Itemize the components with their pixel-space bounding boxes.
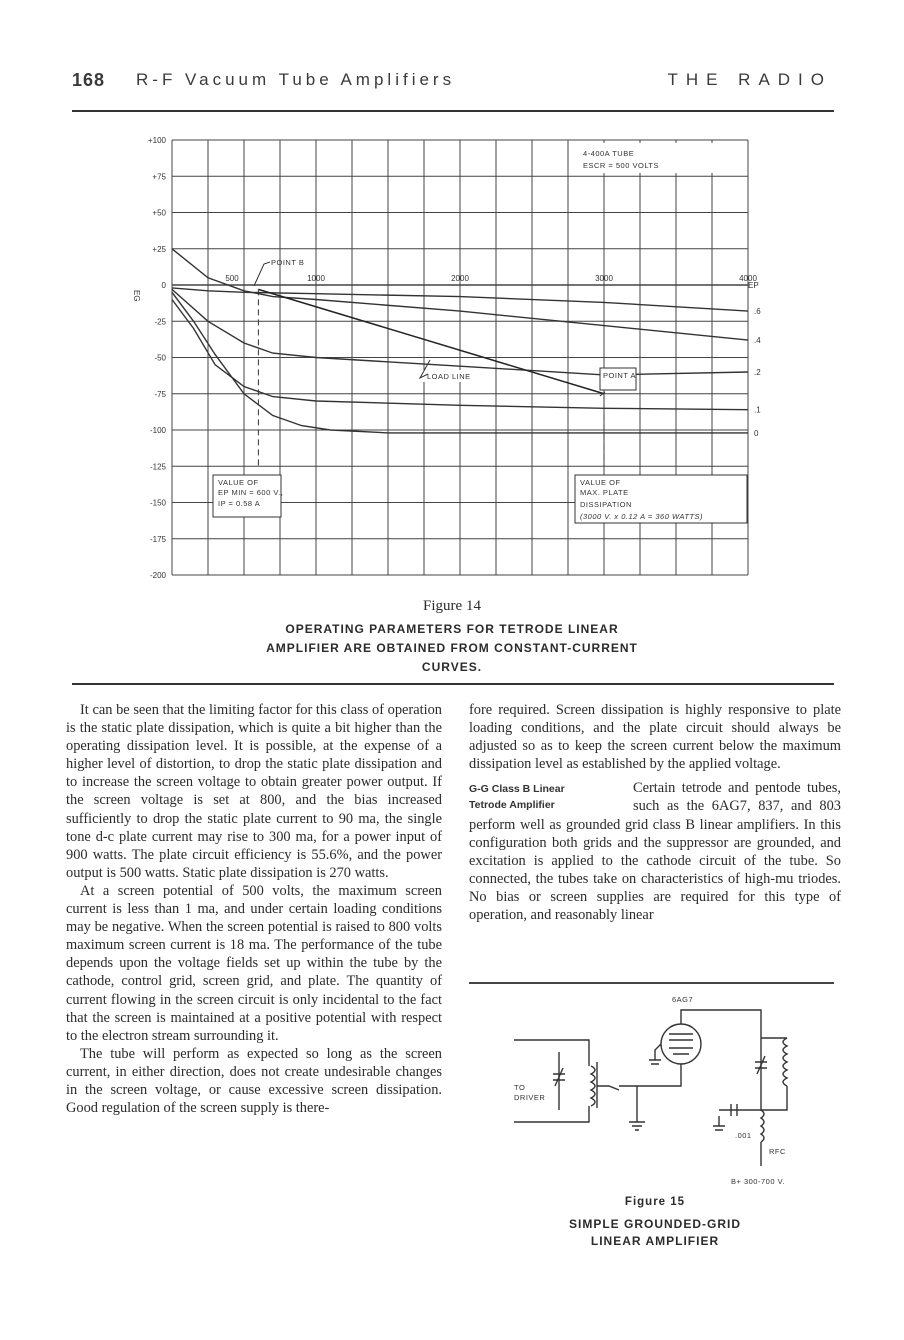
y-tick-label: +75 [152,172,166,182]
tube-label: 6AG7 [672,995,694,1004]
figure-14-chart [0,0,904,600]
paragraph: At a screen potential of 500 volts, the maximum screen current is less than 1 ma, and under certain loading conditions may be negative. When the screen potential is raised to 800 volts maximum screen current is 18 ma. The performance of the tube depends upon the voltage fields set up within the tube by the cathode, control grid, screen grid, and plate. The quantity of current flowing in the screen circuit is only incidental to the fact that the screen is maintained at a positive potential with respect to the electron stream surrounding it. [66,882,442,1044]
input-label-1: TO [514,1083,526,1092]
caption-rule [72,683,834,685]
caption-line: OPERATING PARAMETERS FOR TETRODE LINEAR [285,622,619,636]
max-dissipation-annotation [575,475,747,523]
page-number: 168 [72,70,106,90]
curve-label: .1 [754,405,761,415]
cap-label: .001 [735,1131,752,1140]
y-tick-label: -200 [149,571,166,580]
column-rule [469,982,834,984]
ep-min-line-3: IP = 0.58 A [218,499,261,508]
max-diss-line-4: (3000 V. x 0.12 A = 360 WATTS) [580,512,704,521]
y-tick-label: -25 [154,317,166,327]
y-tick-label: -75 [154,389,166,399]
x-tick-label: 500 [225,274,239,283]
side-heading-line: G-G Class B Linear [469,783,565,796]
right-column [469,701,841,924]
load-line-annotation [420,360,486,382]
y-axis-label: EG [132,290,141,302]
curve-label: .4 [754,336,761,346]
paragraph: fore required. Screen dissipation is highly responsive to plate loading conditions, and the plate circuit should always be adjusted so as to keep the screen current below the maximum dissipation level as established by the applied voltage. [469,702,841,773]
y-tick-label: -175 [149,534,166,544]
caption-line: AMPLIFIER ARE OBTAINED FROM CONSTANT-CURRENT [266,641,638,655]
max-diss-line-2: MAX. PLATE [580,488,629,497]
figure-15-schematic [469,990,841,1190]
paragraph: Certain tetrode and pentode tubes, such as the 6AG7, 837, and 803 perform well as grounded grid class B linear amplifiers. In this configuration both grids and the suppressor are grounded, and excitation is applied to the cathode circuit of the tube. So connected, the tubes take on characteristics of high-mu triodes. No bias or screen supplies are required for this type of operation, and reasonably linear [469,780,841,924]
figure-14-caption [0,620,904,677]
figure-15-label: Figure 15 [624,1196,686,1208]
max-diss-line-3: DISSIPATION [580,500,632,509]
x-tick-label: 3000 [595,274,613,283]
paragraph: The tube will perform as expected so long as the screen current, in either direction, does not create undesirable changes in the screen voltage, or cause excessive screen dissipation. Good regulation of the screen supply is there- [66,1045,442,1117]
curve-label: .6 [754,307,761,317]
y-tick-label: -125 [149,462,166,472]
y-tick-label: -150 [149,498,166,508]
caption-line: CURVES. [421,660,483,674]
x-axis-label: EP [748,281,759,290]
side-heading-line: Tetrode Amplifier [469,799,555,812]
y-tick-label: +25 [152,244,166,254]
point-b-annotation [254,258,304,286]
curve-label: .2 [754,368,761,377]
load-line-label: LOAD LINE [427,372,471,381]
ep-min-line-2: EP MIN = 600 V., [218,488,284,497]
y-tick-label: +100 [147,136,166,145]
y-tick-label: -100 [149,426,166,435]
ep-min-line-1: VALUE OF [218,478,259,487]
x-tick-label: 4000 [739,274,757,283]
input-label-2: DRIVER [514,1093,546,1102]
x-tick-label: 1000 [307,274,325,283]
max-diss-line-1: VALUE OF [580,478,621,487]
section-title: R-F Vacuum Tube Amplifiers [136,70,456,89]
curve-label: 0 [754,428,759,438]
ep-min-annotation [213,475,283,517]
figure-15-caption [469,1216,841,1250]
chart-subtitle: ESCR = 500 VOLTS [583,161,660,170]
rfc-label: RFC [769,1147,786,1156]
x-tick-label: 2000 [451,274,469,283]
y-tick-label: 0 [161,281,166,290]
supply-label: B+ 300-700 V. [731,1177,785,1186]
y-tick-label: +50 [152,208,166,218]
point-a-label: POINT A [603,371,636,380]
point-a-annotation [600,368,636,396]
running-title: THE RADIO [667,70,832,89]
paragraph: It can be seen that the limiting factor for this class of operation is the static plate dissipation, which is quite a bit higher than the operating dissipation level. It is possible, at the expense of a higher level of distortion, to drop the static plate dissipation and to increase the screen voltage to obtain greater power output. If the screen voltage is set at 800, and the bias increased sufficiently to drop the static plate current to 90 ma, the single tone d-c plate current may rise to 300 ma, for a power input of 900 watts. The plate circuit efficiency is 55.6%, and the power output is 500 watts. Static plate dissipation is 270 watts. [66,702,442,881]
caption-line: SIMPLE GROUNDED-GRID [568,1217,741,1231]
left-column [66,701,442,1117]
point-b-label: POINT B [271,258,305,267]
figure-14-label: Figure 14 [423,598,481,614]
chart-title: 4-400A TUBE [583,149,635,158]
y-tick-label: -50 [154,353,166,363]
side-heading [469,781,627,813]
caption-line: LINEAR AMPLIFIER [590,1234,720,1248]
